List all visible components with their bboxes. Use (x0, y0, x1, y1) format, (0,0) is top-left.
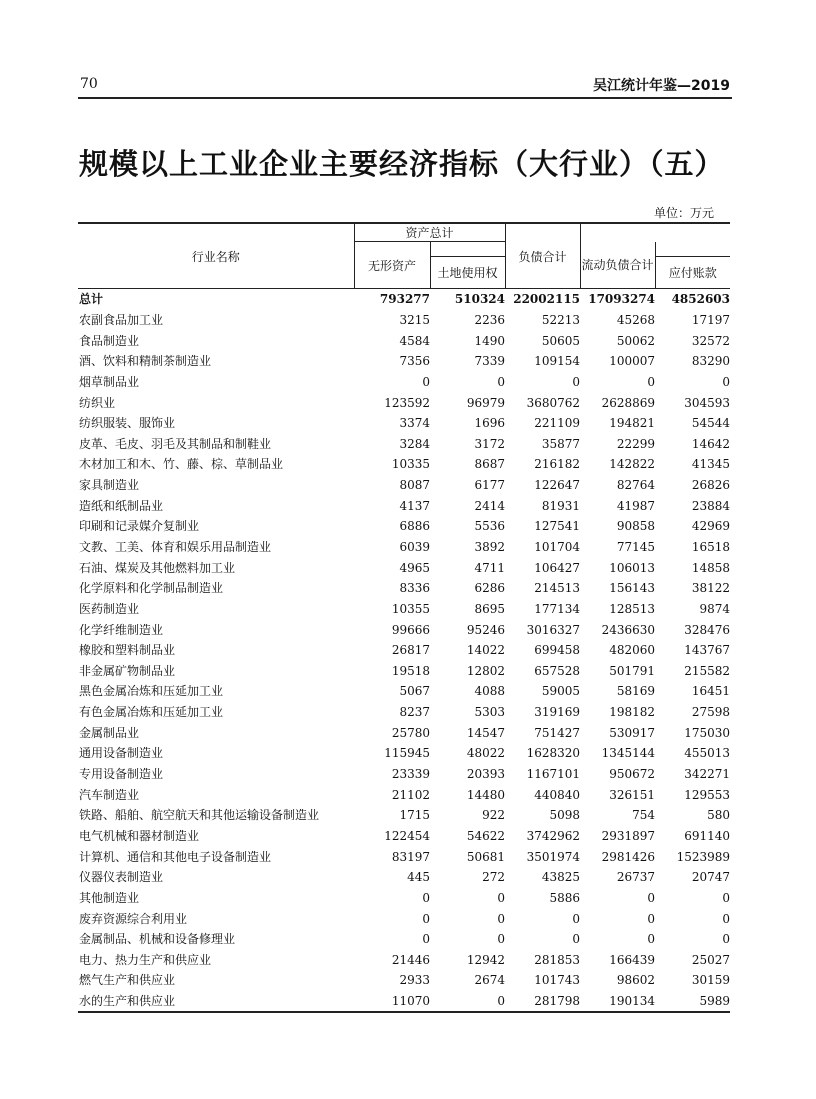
row-value-cell: 101704 (534, 540, 581, 554)
row-value-cell: 328476 (684, 622, 731, 637)
row-value-cell: 83197 (391, 849, 430, 864)
row-value-cell: 0 (497, 911, 506, 926)
row-industry-name: 家具制造业 (79, 478, 140, 493)
table-row (78, 846, 730, 867)
row-value-cell: 754 (632, 808, 656, 823)
row-value-cell: 510324 (454, 292, 506, 307)
row-value-cell: 2981426 (601, 849, 656, 864)
header-payables: 应付账款 (655, 257, 730, 289)
row-value-cell: 6886 (399, 519, 430, 534)
row-value-cell: 190134 (580, 991, 655, 1013)
row-value-cell: 4711 (474, 560, 506, 575)
row-value-cell: 1628320 (526, 746, 581, 761)
row-value-cell: 14547 (466, 725, 506, 740)
row-value-cell: 2628869 (601, 395, 656, 410)
row-value-cell: 20747 (691, 870, 731, 885)
table-row (78, 372, 730, 393)
row-value-cell: 17093274 (588, 292, 656, 307)
row-value-cell: 0 (422, 374, 430, 389)
row-value-cell: 221109 (534, 416, 581, 431)
table-row (78, 661, 730, 682)
row-value-cell: 115945 (384, 746, 430, 761)
row-value-cell: 4137 (399, 498, 430, 513)
row-industry-name: 金属制品业 (79, 725, 140, 740)
row-value-cell: 127541 (534, 519, 581, 534)
row-value-cell: 922 (482, 808, 506, 823)
row-value-cell: 122454 (384, 828, 430, 843)
unit-label: 单位：万元 (653, 206, 714, 220)
row-value-cell: 7339 (474, 354, 506, 369)
row-value-cell: 14858 (691, 560, 731, 575)
row-value-cell: 3501974 (526, 849, 581, 864)
row-value-cell: 0 (497, 890, 506, 905)
table-row (78, 330, 730, 351)
row-value-cell: 25780 (391, 725, 430, 740)
row-value-cell: 0 (647, 932, 656, 947)
row-industry-name: 皮革、毛皮、羽毛及其制品和制鞋业 (79, 436, 272, 451)
row-value-cell: 12942 (466, 952, 506, 967)
header-divider (78, 97, 732, 99)
row-value-cell: 98602 (616, 973, 656, 988)
row-value-cell: 1167101 (526, 767, 581, 782)
row-value-cell: 156143 (609, 581, 656, 596)
row-value-cell: 0 (497, 374, 506, 389)
table-row (78, 289, 730, 310)
row-value-cell: 8687 (474, 457, 506, 472)
row-value-cell: 20393 (466, 767, 506, 782)
table-row (78, 784, 730, 805)
table-row (78, 681, 730, 702)
row-value-cell: 143767 (684, 643, 731, 658)
row-value-cell: 281853 (534, 952, 581, 967)
row-value-cell: 0 (572, 911, 581, 926)
row-value-cell: 0 (422, 890, 430, 905)
row-industry-name: 汽车制造业 (79, 787, 140, 802)
row-value-cell: 7356 (399, 354, 430, 369)
row-industry-name: 石油、煤炭及其他燃料加工业 (79, 560, 236, 575)
row-industry-name: 其他制造业 (79, 890, 140, 905)
row-value-cell: 42969 (691, 519, 731, 534)
row-industry-name: 化学原料和化学制品制造业 (79, 581, 224, 596)
row-value-cell: 950672 (609, 767, 656, 782)
row-value-cell: 580 (707, 808, 731, 823)
table-row (78, 640, 730, 661)
row-value-cell: 304593 (684, 395, 731, 410)
row-value-cell: 122647 (534, 478, 581, 493)
row-value-cell: 530917 (609, 725, 656, 740)
row-value-cell: 455013 (684, 746, 731, 761)
yearbook-title: 吴江统计年鉴—2019 (593, 78, 730, 94)
table-row (78, 475, 730, 496)
row-value-cell: 5303 (474, 705, 506, 720)
row-value-cell: 10355 (391, 601, 430, 616)
row-value-cell: 175030 (684, 725, 731, 740)
row-value-cell: 14642 (691, 436, 731, 451)
row-industry-name: 仪器仪表制造业 (79, 870, 164, 885)
row-value-cell: 6177 (474, 478, 506, 493)
table-row (78, 619, 730, 640)
header-land-spacer (430, 242, 505, 257)
row-value-cell: 4088 (474, 684, 506, 699)
row-value-cell: 699458 (534, 643, 581, 658)
row-value-cell: 25027 (691, 952, 731, 967)
row-value-cell: 90858 (616, 519, 656, 534)
row-value-cell: 101743 (534, 973, 581, 988)
row-value-cell: 215582 (684, 663, 731, 678)
table-row (78, 743, 730, 764)
table-row (78, 578, 730, 599)
row-value-cell: 0 (422, 911, 430, 926)
row-value-cell: 281798 (505, 991, 580, 1013)
row-industry-name: 纺织服装、服饰业 (79, 416, 176, 431)
row-value-cell: 26817 (391, 643, 430, 658)
header-spacer (580, 223, 730, 242)
row-value-cell: 35877 (541, 436, 581, 451)
row-value-cell: 50681 (466, 849, 506, 864)
row-value-cell: 216182 (534, 457, 581, 472)
row-value-cell: 0 (430, 991, 505, 1013)
table-row (78, 351, 730, 372)
statistics-table (78, 222, 730, 1013)
row-industry-name: 计算机、通信和其他电子设备制造业 (79, 849, 272, 864)
row-value-cell: 38122 (691, 581, 731, 596)
row-value-cell: 14022 (466, 643, 506, 658)
row-value-cell: 319169 (534, 705, 581, 720)
row-value-cell: 1490 (474, 333, 506, 348)
row-value-cell: 58169 (616, 684, 656, 699)
row-value-cell: 21446 (391, 952, 430, 967)
row-value-cell: 326151 (609, 787, 656, 802)
table-row (78, 599, 730, 620)
row-value-cell: 194821 (609, 416, 656, 431)
row-value-cell: 751427 (534, 725, 581, 740)
row-value-cell: 23884 (691, 498, 731, 513)
row-value-cell: 2674 (474, 973, 506, 988)
row-industry-name: 通用设备制造业 (79, 746, 164, 761)
row-value-cell: 83290 (691, 354, 731, 369)
row-value-cell: 5536 (474, 519, 506, 534)
row-value-cell: 142822 (609, 457, 656, 472)
row-value-cell: 8237 (399, 705, 430, 720)
row-value-cell: 2931897 (601, 828, 656, 843)
row-value-cell: 2236 (474, 312, 506, 327)
row-value-cell: 54544 (691, 416, 731, 431)
row-value-cell: 5886 (549, 890, 581, 905)
row-value-cell: 16451 (691, 684, 731, 699)
row-value-cell: 50062 (616, 333, 656, 348)
row-industry-name: 化学纤维制造业 (79, 622, 164, 637)
row-value-cell: 99666 (391, 622, 430, 637)
row-value-cell: 3016327 (526, 622, 581, 637)
row-value-cell: 109154 (534, 354, 581, 369)
row-value-cell: 0 (647, 374, 656, 389)
row-value-cell: 1523989 (676, 849, 731, 864)
row-industry-name: 食品制造业 (79, 333, 140, 348)
row-value-cell: 3284 (399, 436, 430, 451)
row-value-cell: 0 (422, 932, 430, 947)
table-row (78, 433, 730, 454)
row-value-cell: 3215 (399, 312, 430, 327)
header-total-assets: 资产总计 (354, 223, 505, 242)
row-value-cell: 272 (482, 870, 506, 885)
row-industry-name: 印刷和记录媒介复制业 (79, 519, 200, 534)
row-value-cell: 19518 (391, 663, 430, 678)
row-value-cell: 41987 (616, 498, 656, 513)
row-value-cell: 50605 (541, 333, 581, 348)
row-value-cell: 4852603 (671, 292, 731, 307)
table-row (78, 516, 730, 537)
row-value-cell: 214513 (534, 581, 581, 596)
header-land-use: 土地使用权 (430, 257, 505, 289)
row-value-cell: 9874 (699, 601, 731, 616)
row-value-cell: 123592 (384, 395, 430, 410)
row-value-cell: 100007 (609, 354, 656, 369)
table-row (78, 722, 730, 743)
row-value-cell: 4584 (399, 333, 430, 348)
header-liabilities: 负债合计 (505, 223, 580, 289)
table-row (78, 908, 730, 929)
row-industry-name: 文教、工美、体育和娱乐用品制造业 (79, 540, 272, 554)
row-industry-name: 非金属矿物制品业 (79, 663, 176, 678)
row-value-cell: 166439 (609, 952, 656, 967)
row-industry-name: 造纸和纸制品业 (79, 498, 164, 513)
table-row (78, 826, 730, 847)
page-title: 规模以上工业企业主要经济指标（大行业）（五） (79, 147, 725, 181)
row-value-cell: 45268 (616, 312, 656, 327)
header-industry: 行业名称 (78, 223, 354, 289)
row-value-cell: 0 (722, 374, 731, 389)
row-value-cell: 482060 (609, 643, 656, 658)
row-value-cell: 0 (572, 374, 581, 389)
row-value-cell: 440840 (534, 787, 581, 802)
row-value-cell: 11070 (354, 991, 430, 1013)
row-industry-name: 铁路、船舶、航空航天和其他运输设备制造业 (79, 808, 320, 823)
row-industry-name: 有色金属冶炼和压延加工业 (79, 705, 224, 720)
table-row (78, 495, 730, 516)
row-industry-name: 专用设备制造业 (79, 767, 164, 782)
row-value-cell: 32572 (691, 333, 731, 348)
page-number: 70 (80, 76, 98, 92)
row-value-cell: 77145 (616, 540, 656, 554)
row-value-cell: 6039 (399, 540, 430, 554)
row-value-cell: 198182 (609, 705, 656, 720)
row-value-cell: 1345144 (601, 746, 656, 761)
row-value-cell: 22299 (616, 436, 656, 451)
row-value-cell: 30159 (691, 973, 731, 988)
row-value-cell: 54622 (466, 828, 506, 843)
row-value-cell: 8695 (474, 601, 506, 616)
table-row (78, 537, 730, 558)
row-value-cell: 0 (647, 890, 656, 905)
row-value-cell: 2436630 (601, 622, 656, 637)
row-value-cell: 22002115 (513, 292, 581, 307)
row-industry-name: 木材加工和木、竹、藤、棕、草制品业 (79, 457, 284, 472)
row-value-cell: 2414 (474, 498, 506, 513)
row-value-cell: 0 (497, 932, 506, 947)
row-value-cell: 129553 (684, 787, 731, 802)
row-industry-name: 电力、热力生产和供应业 (79, 952, 212, 967)
row-value-cell: 41345 (691, 457, 731, 472)
row-industry-name: 黑色金属冶炼和压延加工业 (79, 684, 224, 699)
row-value-cell: 3892 (474, 540, 506, 554)
row-value-cell: 81931 (541, 498, 581, 513)
header-payables-spacer (655, 242, 730, 257)
row-value-cell: 2933 (399, 973, 430, 988)
row-industry-name: 酒、饮料和精制茶制造业 (79, 354, 212, 369)
row-industry-name: 纺织业 (79, 395, 116, 410)
row-industry-name: 电气机械和器材制造业 (79, 828, 200, 843)
row-value-cell: 657528 (534, 663, 581, 678)
table-row (78, 557, 730, 578)
row-value-cell: 5067 (399, 684, 430, 699)
table-row (78, 702, 730, 723)
row-value-cell: 52213 (541, 312, 581, 327)
row-value-cell: 26737 (616, 870, 656, 885)
table-row (78, 888, 730, 909)
row-value-cell: 501791 (609, 663, 656, 678)
row-value-cell: 0 (572, 932, 581, 947)
row-industry-name: 废弃资源综合利用业 (79, 911, 188, 926)
row-value-cell: 48022 (466, 746, 506, 761)
table-row (78, 867, 730, 888)
row-value-cell: 16518 (691, 540, 731, 554)
header-current-liabilities: 流动负债合计 (580, 242, 655, 289)
table-row (78, 970, 730, 991)
row-industry-name: 农副食品加工业 (79, 312, 164, 327)
row-industry-name: 橡胶和塑料制品业 (79, 643, 176, 658)
row-value-cell: 17197 (691, 312, 731, 327)
row-value-cell: 82764 (616, 478, 656, 493)
row-value-cell: 12802 (466, 663, 506, 678)
row-value-cell: 3680762 (526, 395, 581, 410)
row-value-cell: 1715 (399, 808, 430, 823)
row-value-cell: 23339 (391, 767, 430, 782)
table-row (78, 454, 730, 475)
table-row (78, 805, 730, 826)
row-value-cell: 0 (647, 911, 656, 926)
table-row (78, 310, 730, 331)
row-value-cell: 3172 (474, 436, 506, 451)
table-row (78, 929, 730, 950)
table-row (78, 392, 730, 413)
row-value-cell: 96979 (466, 395, 506, 410)
row-value-cell: 1696 (474, 416, 506, 431)
row-value-cell: 106427 (534, 560, 581, 575)
header-intangible: 无形资产 (354, 242, 430, 289)
row-value-cell: 793277 (379, 292, 430, 307)
row-industry-name: 燃气生产和供应业 (79, 973, 176, 988)
row-value-cell: 0 (722, 890, 731, 905)
row-value-cell: 6286 (474, 581, 506, 596)
row-industry-name: 医药制造业 (79, 601, 140, 616)
row-value-cell: 10335 (391, 457, 430, 472)
row-value-cell: 21102 (391, 787, 430, 802)
row-value-cell: 106013 (609, 560, 656, 575)
row-value-cell: 8087 (399, 478, 430, 493)
row-industry-name: 金属制品、机械和设备修理业 (79, 932, 236, 947)
table-row (78, 764, 730, 785)
row-value-cell: 691140 (684, 828, 731, 843)
row-industry-name: 总计 (79, 292, 104, 307)
row-value-cell: 27598 (691, 705, 731, 720)
row-value-cell: 3374 (399, 416, 430, 431)
row-industry-name: 烟草制品业 (79, 374, 140, 389)
row-value-cell: 43825 (541, 870, 581, 885)
row-value-cell: 445 (407, 870, 430, 885)
row-value-cell: 26826 (691, 478, 731, 493)
row-value-cell: 5098 (549, 808, 581, 823)
row-value-cell: 5989 (655, 991, 730, 1013)
table-row (78, 950, 730, 971)
row-value-cell: 14480 (466, 787, 506, 802)
row-value-cell: 59005 (541, 684, 581, 699)
row-value-cell: 0 (722, 911, 731, 926)
row-value-cell: 177134 (534, 601, 581, 616)
table-row (78, 991, 730, 1013)
row-value-cell: 4965 (399, 560, 430, 575)
row-value-cell: 0 (722, 932, 731, 947)
row-value-cell: 128513 (609, 601, 656, 616)
row-industry-name: 水的生产和供应业 (78, 991, 354, 1013)
row-value-cell: 95246 (466, 622, 506, 637)
row-value-cell: 8336 (399, 581, 430, 596)
row-value-cell: 342271 (684, 767, 731, 782)
table-row (78, 413, 730, 434)
row-value-cell: 3742962 (526, 828, 581, 843)
